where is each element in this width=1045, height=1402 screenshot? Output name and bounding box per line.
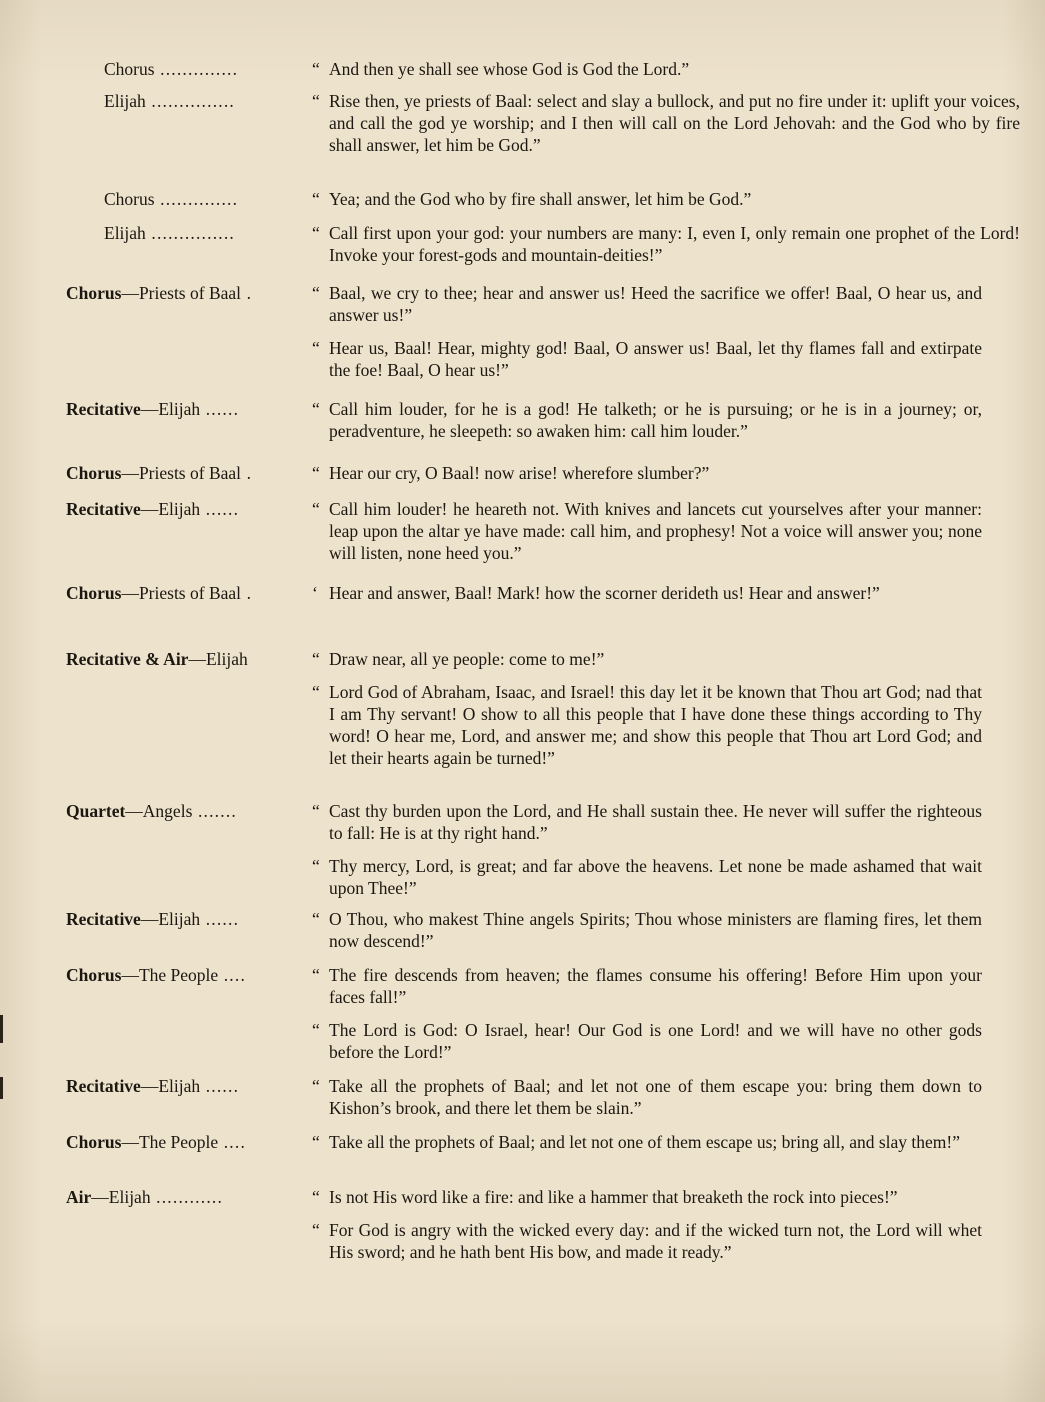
- verse-body: Hear our cry, O Baal! now arise! wherefore slumber?”: [329, 463, 710, 483]
- leader-dots: ............: [150, 1187, 224, 1207]
- leader-dots: ...............: [145, 91, 235, 111]
- verse-group: [312, 188, 1020, 210]
- libretto-entry: [66, 648, 982, 769]
- verse-text: [312, 498, 982, 564]
- verse-body: Call first upon your god: your numbers are many: I, even I, only remain one prophet of the Lord! Invoke your forest-gods and mountain-deities!”: [329, 223, 1020, 265]
- verse-body: For God is angry with the wicked every day: and if the wicked turn not, the Lord will whet His sword; and he hath bent His bow, and made it ready.”: [329, 1220, 982, 1262]
- verse-body: The Lord is God: O Israel, hear! Our God is one Lord! and we will have no other gods before the Lord!”: [329, 1020, 982, 1062]
- verse-text: [312, 188, 1020, 210]
- role-type: Recitative: [66, 1076, 141, 1096]
- verse-group: [312, 908, 982, 952]
- role-label: [66, 964, 312, 986]
- role-singer: —Elijah: [140, 1076, 201, 1096]
- libretto-entry: [104, 58, 1020, 80]
- opening-quote: “: [312, 223, 320, 243]
- leader-dots: .: [241, 283, 253, 303]
- role-type: Recitative: [66, 909, 141, 929]
- role-type: Quartet: [66, 801, 126, 821]
- verse-group: [312, 282, 982, 381]
- verse-text: [312, 282, 982, 326]
- role-type: Air: [66, 1187, 92, 1207]
- verse-text: [312, 648, 982, 670]
- libretto-entry: [104, 188, 1020, 210]
- libretto-entry: [66, 908, 982, 952]
- verse-group: [312, 648, 982, 769]
- role-singer: —Elijah: [140, 909, 201, 929]
- verse-text: [312, 1219, 982, 1263]
- role-singer: Chorus: [104, 189, 155, 209]
- opening-quote: “: [312, 801, 320, 821]
- libretto-entry: [66, 498, 982, 564]
- opening-quote: “: [312, 856, 320, 876]
- leader-dots: ..............: [154, 59, 239, 79]
- verse-body: Yea; and the God who by fire shall answer, let him be God.”: [329, 189, 752, 209]
- libretto-entry: [104, 90, 1020, 156]
- libretto-entry: [66, 282, 982, 381]
- role-singer: —Priests of Baal: [121, 283, 242, 303]
- role-label: [104, 188, 312, 210]
- role-type: Recitative & Air: [66, 649, 189, 669]
- leader-dots: ...............: [145, 223, 235, 243]
- verse-group: [312, 462, 982, 484]
- verse-text: [312, 58, 1020, 80]
- verse-group: [312, 398, 982, 442]
- verse-text: [312, 1186, 982, 1208]
- verse-group: [312, 1075, 982, 1119]
- libretto-entry: [66, 1075, 982, 1119]
- role-singer: —The People: [121, 1132, 219, 1152]
- role-singer: Elijah: [104, 223, 146, 243]
- opening-quote: “: [312, 965, 320, 985]
- verse-group: [312, 1186, 982, 1263]
- verse-body: Call him louder! he heareth not. With knives and lancets cut yourselves after your manner: leap upon the altar ye have made: call him, and prophesy! Not a voice will answer you; none will listen, none heed you.”: [329, 499, 982, 563]
- verse-body: Call him louder, for he is a god! He talketh; or he is pursuing; or he is in a journey; or, peradventure, he sleepeth: so awaken him: call him louder.”: [329, 399, 982, 441]
- verse-group: [312, 90, 1020, 156]
- role-singer: —Priests of Baal: [121, 463, 242, 483]
- role-singer: Chorus: [104, 59, 155, 79]
- opening-quote: ‘: [312, 583, 318, 603]
- verse-body: Is not His word like a fire: and like a hammer that breaketh the rock into pieces!”: [329, 1187, 898, 1207]
- role-label: [66, 498, 312, 520]
- verse-body: Take all the prophets of Baal; and let not one of them escape us; bring all, and slay them!”: [329, 1132, 961, 1152]
- verse-group: [312, 964, 982, 1063]
- verse-text: [312, 222, 1020, 266]
- leader-dots: ....: [218, 965, 247, 985]
- verse-text: [312, 1019, 982, 1063]
- role-type: Chorus: [66, 583, 122, 603]
- role-label: [66, 1131, 312, 1153]
- opening-quote: “: [312, 499, 320, 519]
- role-label: [66, 462, 312, 484]
- opening-quote: “: [312, 399, 320, 419]
- verse-text: [312, 582, 982, 604]
- verse-text: [312, 1131, 982, 1153]
- role-singer: —Elijah: [140, 399, 201, 419]
- role-label: [66, 398, 312, 420]
- leader-dots: ......: [200, 399, 240, 419]
- libretto-entry: [66, 800, 982, 899]
- leader-dots: .......: [192, 801, 237, 821]
- verse-text: [312, 462, 982, 484]
- verse-text: [312, 855, 982, 899]
- role-label: [66, 648, 312, 670]
- page-edge-mark: [0, 1015, 3, 1043]
- role-type: Chorus: [66, 965, 122, 985]
- leader-dots: .: [241, 583, 253, 603]
- role-type: Chorus: [66, 463, 122, 483]
- opening-quote: “: [312, 283, 320, 303]
- opening-quote: “: [312, 1076, 320, 1096]
- role-type: Chorus: [66, 1132, 122, 1152]
- verse-text: [312, 90, 1020, 156]
- role-label: [104, 58, 312, 80]
- role-singer: —Angels: [125, 801, 193, 821]
- verse-body: Take all the prophets of Baal; and let not one of them escape you: bring them down to Kishon’s brook, and there let them be slain.”: [329, 1076, 982, 1118]
- verse-text: [312, 908, 982, 952]
- verse-text: [312, 398, 982, 442]
- libretto-entry: [66, 1186, 982, 1263]
- verse-body: Hear and answer, Baal! Mark! how the scorner derideth us! Hear and answer!”: [329, 583, 880, 603]
- verse-group: [312, 800, 982, 899]
- role-singer: —The People: [121, 965, 219, 985]
- verse-text: [312, 1075, 982, 1119]
- role-singer: Elijah: [104, 91, 146, 111]
- opening-quote: “: [312, 682, 320, 702]
- verse-body: Lord God of Abraham, Isaac, and Israel! this day let it be known that Thou art God; nad that I am Thy servant! O show to all this people that I have done these things according to Thy word! O hear me, Lord, and answer me; and show this people that Thou art Lord God; and let their hearts again be turned!”: [329, 682, 982, 768]
- libretto-entry: [66, 964, 982, 1063]
- opening-quote: “: [312, 1020, 320, 1040]
- verse-text: [312, 800, 982, 844]
- role-label: [66, 908, 312, 930]
- role-singer: —Elijah: [140, 499, 201, 519]
- verse-body: Draw near, all ye people: come to me!”: [329, 649, 605, 669]
- verse-body: Cast thy burden upon the Lord, and He shall sustain thee. He never will suffer the righteous to fall: He is at thy right hand.”: [329, 801, 982, 843]
- verse-body: Hear us, Baal! Hear, mighty god! Baal, O answer us! Baal, let thy flames fall and extirpate the foe! Baal, O hear us!”: [329, 338, 982, 380]
- role-label: [66, 1075, 312, 1097]
- libretto-entry: [66, 462, 982, 484]
- opening-quote: “: [312, 1187, 320, 1207]
- verse-body: Baal, we cry to thee; hear and answer us! Heed the sacrifice we offer! Baal, O hear us, and answer us!”: [329, 283, 982, 325]
- opening-quote: “: [312, 649, 320, 669]
- role-singer: —Priests of Baal: [121, 583, 242, 603]
- opening-quote: “: [312, 189, 320, 209]
- role-label: [104, 222, 312, 244]
- role-type: Recitative: [66, 399, 141, 419]
- verse-body: And then ye shall see whose God is God the Lord.”: [329, 59, 690, 79]
- role-type: Recitative: [66, 499, 141, 519]
- verse-group: [312, 222, 1020, 266]
- page-edge-mark: [0, 1077, 3, 1099]
- verse-group: [312, 582, 982, 604]
- verse-body: Rise then, ye priests of Baal: select and slay a bullock, and put no fire under it: uplift your voices, and call the god ye worship; and I then will call on the Lord Jehovah: and the God who by fire shall answer, let him be God.”: [329, 91, 1020, 155]
- leader-dots: ..............: [154, 189, 239, 209]
- opening-quote: “: [312, 909, 320, 929]
- verse-group: [312, 498, 982, 564]
- opening-quote: “: [312, 59, 320, 79]
- verse-group: [312, 58, 1020, 80]
- leader-dots: ....: [218, 1132, 247, 1152]
- role-label: [104, 90, 312, 112]
- opening-quote: “: [312, 91, 320, 111]
- role-singer: —Elijah: [188, 649, 248, 669]
- verse-body: Thy mercy, Lord, is great; and far above the heavens. Let none be made ashamed that wait upon Thee!”: [329, 856, 982, 898]
- verse-body: The fire descends from heaven; the flames consume his offering! Before Him upon your faces fall!”: [329, 965, 982, 1007]
- role-label: [66, 582, 312, 604]
- leader-dots: .: [241, 463, 253, 483]
- leader-dots: ......: [200, 909, 240, 929]
- libretto-entry: [104, 222, 1020, 266]
- role-type: Chorus: [66, 283, 122, 303]
- libretto-entry: [66, 1131, 982, 1153]
- verse-group: [312, 1131, 982, 1153]
- opening-quote: “: [312, 1220, 320, 1240]
- role-label: [66, 800, 312, 822]
- verse-body: O Thou, who makest Thine angels Spirits; Thou whose ministers are flaming fires, let them now descend!”: [329, 909, 982, 951]
- verse-text: [312, 337, 982, 381]
- libretto-entry: [66, 582, 982, 604]
- role-singer: —Elijah: [91, 1187, 151, 1207]
- opening-quote: “: [312, 1132, 320, 1152]
- leader-dots: ......: [200, 499, 240, 519]
- role-label: [66, 282, 312, 304]
- verse-text: [312, 964, 982, 1008]
- opening-quote: “: [312, 338, 320, 358]
- verse-text: [312, 681, 982, 769]
- opening-quote: “: [312, 463, 320, 483]
- leader-dots: ......: [200, 1076, 240, 1096]
- role-label: [66, 1186, 312, 1208]
- libretto-entry: [66, 398, 982, 442]
